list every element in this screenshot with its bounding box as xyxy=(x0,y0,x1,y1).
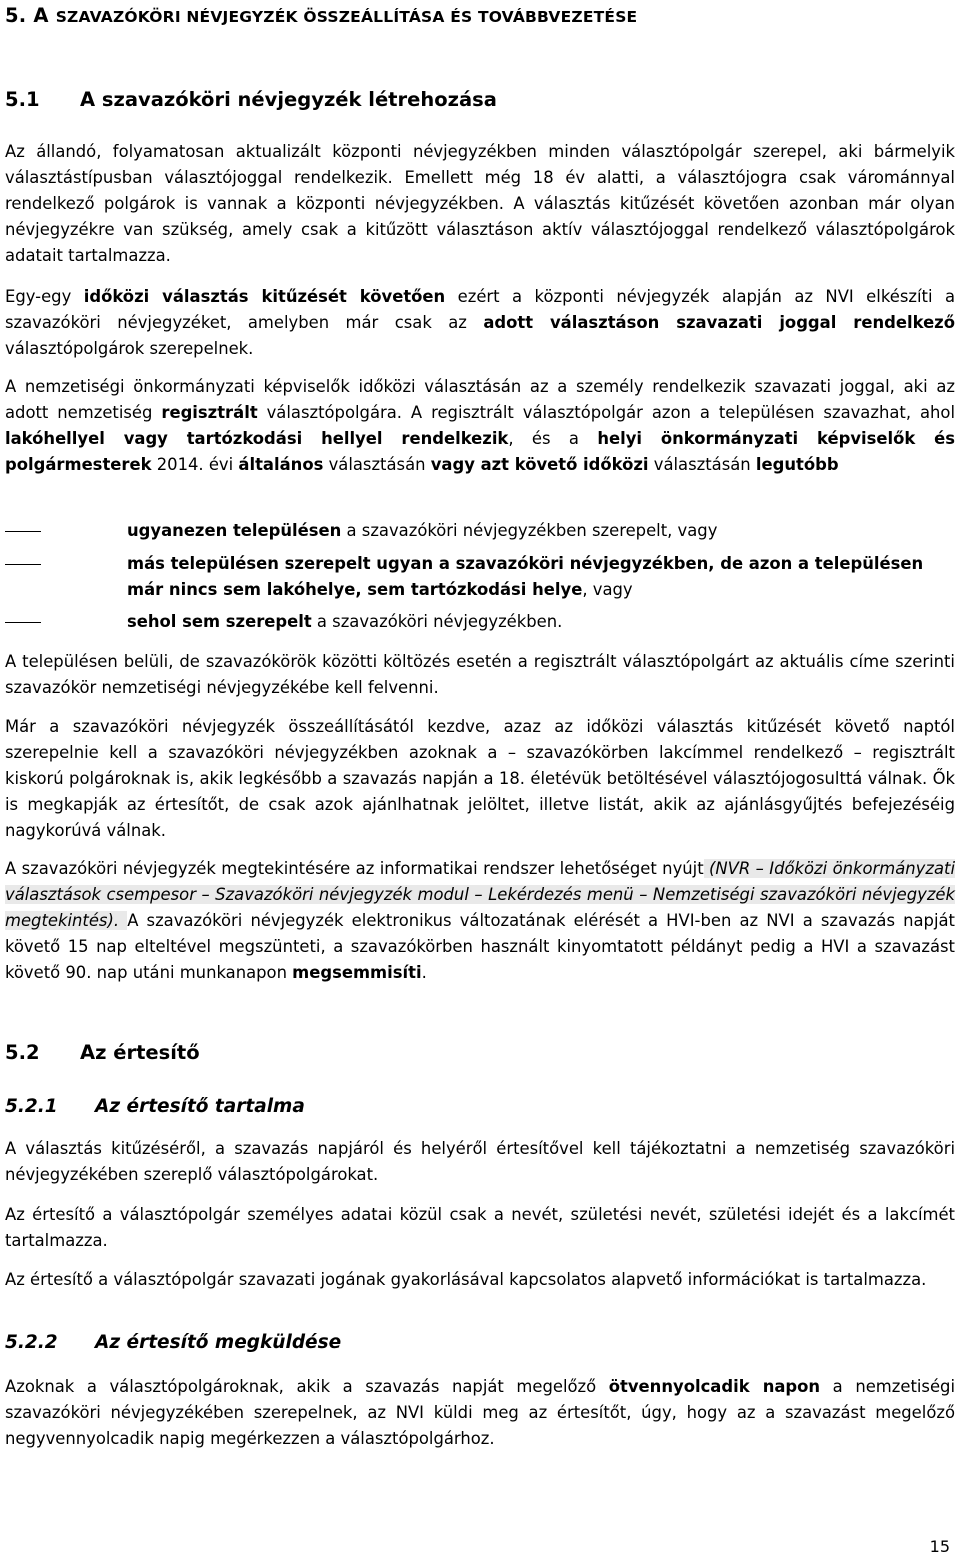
subsection-number: 5.2.2 xyxy=(5,1332,58,1353)
paragraph-text: Az értesítő a választópolgár személyes adatai közül csak a nevét, születési nevét, születési idejét és a lakcímét tartalmazza. xyxy=(5,1205,955,1250)
bold-run: helyi önkormányzati képviselők és polgármesterek xyxy=(5,429,955,474)
bold-run: legutóbb xyxy=(755,455,839,474)
paragraph-1 xyxy=(5,139,955,269)
chapter-title: SZAVAZÓKÖRI NÉVJEGYZÉK ÖSSZEÁLLÍTÁSA ÉS TOVÁBBVEZETÉSE xyxy=(55,8,638,26)
highlighted-menu-path: (NVR – Időközi önkormányzati választások csempesor – Szavazóköri névjegyzék modul – Lekérdezés menü – Nemzetiségi szavazóköri névjegyzék megtekintés). xyxy=(5,859,956,930)
paragraph-3 xyxy=(5,374,955,478)
chapter-heading xyxy=(5,4,637,27)
text-run: választópolgára. A regisztrált választópolgár azon a településen szavazhat, ahol xyxy=(257,403,955,422)
chapter-number: 5. xyxy=(5,4,27,27)
paragraph-text: A választás kitűzéséről, a szavazás napjáról és helyéről értesítővel kell tájékoztatni a nemzetiség szavazóköri névjegyzékében szereplő választópolgárokat. xyxy=(5,1139,955,1184)
text-run: A szavazóköri névjegyzék megtekintésére az informatikai rendszer lehetőséget nyújt xyxy=(5,859,704,878)
section-heading-5-2 xyxy=(5,1041,200,1064)
paragraph-5 xyxy=(5,714,955,844)
subsection-title: Az értesítő megküldése xyxy=(95,1332,342,1353)
bold-run: időközi választás kitűzését követően xyxy=(83,287,446,306)
text-run: A nemzetiségi önkormányzati képviselők időközi választásán az a személy rendelkezik szavazati joggal, aki az adott nemzetiség xyxy=(5,377,955,422)
chapter-title-initial: A xyxy=(33,4,49,27)
paragraph-text: Az értesítő a választópolgár szavazati jogának gyakorlásával kapcsolatos alapvető információkat is tartalmazza. xyxy=(5,1270,927,1289)
bold-run: általános xyxy=(238,455,324,474)
subsection-heading-5-2-1 xyxy=(5,1096,305,1117)
paragraph-text: Már a szavazóköri névjegyzék összeállításától kezdve, azaz az időközi választás kitűzését követő naptól szerepelnie kell a szavazóköri névjegyzékben azoknak a – szavazókörben lakcímmel rendelkező – regisztrált kiskorú polgároknak is, akik legkésőbb a szavazás napján a 18. életévük betöltésével választójogosulttá válnak. Ők is megkapják az értesítőt, de csak azok ajánlhatnak jelöltet, illetve listát, akik az ajánlásgyűjtés befejezéséig nagykorúvá válnak. xyxy=(5,717,955,840)
bold-run: ugyanezen településen xyxy=(127,521,342,540)
bold-run: vagy azt követő időközi xyxy=(430,455,649,474)
text-run: , és a xyxy=(508,429,598,448)
text-run: választópolgárok szerepelnek. xyxy=(5,339,254,358)
text-run: . xyxy=(421,963,427,982)
paragraph-2 xyxy=(5,284,955,362)
text-run: a szavazóköri névjegyzékben. xyxy=(311,612,563,631)
paragraph-10 xyxy=(5,1374,955,1452)
text-run: választásán xyxy=(648,455,756,474)
subsection-title: Az értesítő tartalma xyxy=(95,1096,305,1117)
section-title: Az értesítő xyxy=(80,1041,200,1064)
paragraph-6 xyxy=(5,856,955,986)
list-item xyxy=(5,518,955,544)
section-heading-5-1 xyxy=(5,88,497,111)
paragraph-text: Az állandó, folyamatosan aktualizált központi névjegyzékben minden választópolgár szerepel, aki bármelyik választástípusban választójoggal rendelkezik. Emellett még 18 év alatti, a választójogra csak várománnyal rendelkező polgárok is vannak a központi névjegyzékben. A választás kitűzését követően azonban már olyan névjegyzékre van szükség, amely csak a kitűzött választáson aktív választójoggal rendelkező választópolgárok adatait tartalmazza. xyxy=(5,142,955,265)
bold-run: regisztrált xyxy=(161,403,258,422)
list-item xyxy=(5,551,955,603)
paragraph-9 xyxy=(5,1267,955,1293)
section-number: 5.2 xyxy=(5,1041,40,1064)
paragraph-7 xyxy=(5,1136,955,1188)
text-run: választásán xyxy=(323,455,431,474)
text-run: , vagy xyxy=(582,580,633,599)
page-number: 15 xyxy=(929,1537,950,1556)
bold-run: lakóhellyel vagy tartózkodási hellyel rendelkezik xyxy=(5,429,509,448)
section-title: A szavazóköri névjegyzék létrehozása xyxy=(80,88,497,111)
paragraph-8 xyxy=(5,1202,955,1254)
section-number: 5.1 xyxy=(5,88,40,111)
bold-run: sehol sem szerepelt xyxy=(127,612,312,631)
bold-run: megsemmisíti xyxy=(292,963,422,982)
text-run: Egy-egy xyxy=(5,287,84,306)
text-run: ezért a központi névjegyzék alapján az NVI elkészíti a szavazóköri névjegyzéket, amelyben már csak az xyxy=(5,287,955,332)
text-run: A szavazóköri névjegyzék elektronikus változatának elérését a HVI-ben az NVI a szavazás napját követő 15 nap elteltével megszünteti, a szavazókörben használt kinyomtatott példányt pedig a HVI a szavazást követő 90. nap utáni munkanapon xyxy=(5,911,955,982)
text-run: Azoknak a választópolgároknak, akik a szavazás napját megelőző xyxy=(5,1377,609,1396)
text-run: 2014. évi xyxy=(151,455,239,474)
bold-run: ötvennyolcadik napon xyxy=(608,1377,821,1396)
bold-run: más településen szerepelt ugyan a szavazóköri névjegyzékben, de azon a településen már nincs sem lakóhelye, sem tartózkodási helye xyxy=(127,554,924,599)
bold-run: adott választáson szavazati joggal rendelkező xyxy=(483,313,955,332)
paragraph-4 xyxy=(5,649,955,701)
paragraph-text: A településen belüli, de szavazókörök közötti költözés esetén a regisztrált választópolgárt az aktuális címe szerinti szavazókör nemzetiségi névjegyzékébe kell felvenni. xyxy=(5,652,955,697)
text-run: a nemzetiségi szavazóköri névjegyzékében szerepelnek, az NVI küldi meg az értesítőt, úgy, hogy az a szavazást megelőző negyvennyolcadik napig megérkezzen a választópolgárhoz. xyxy=(5,1377,956,1448)
subsection-number: 5.2.1 xyxy=(5,1096,58,1117)
subsection-heading-5-2-2 xyxy=(5,1332,341,1353)
text-run: a szavazóköri névjegyzékben szerepelt, vagy xyxy=(341,521,718,540)
list-item xyxy=(5,609,955,635)
